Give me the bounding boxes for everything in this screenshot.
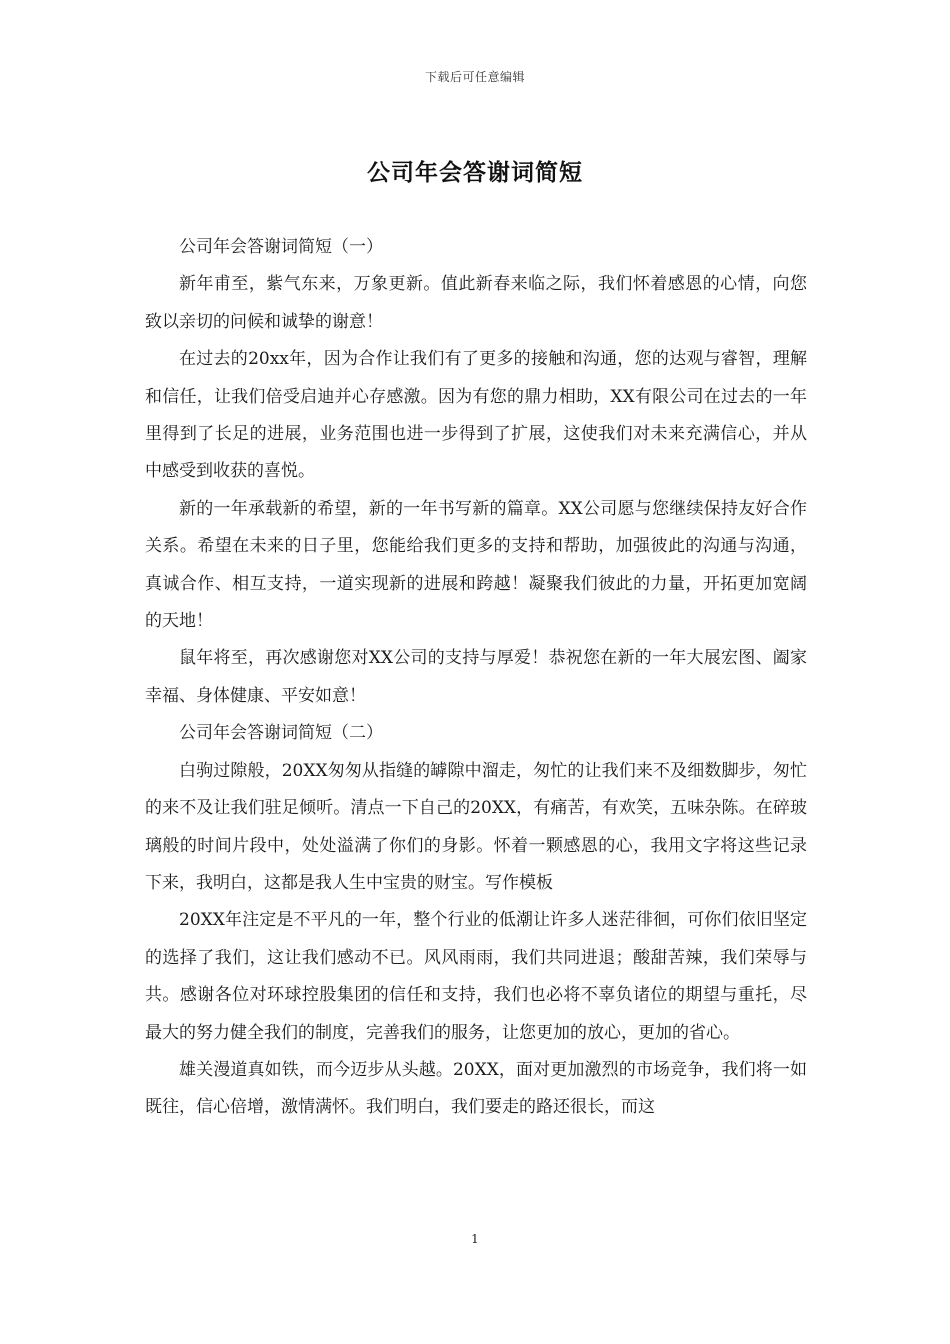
document-title: 公司年会答谢词简短: [367, 159, 583, 186]
paragraph: 在过去的20xx年，因为合作让我们有了更多的接触和沟通，您的达观与睿智，理解和信任，让我们倍受启迪并心存感激。因为有您的鼎力相助，XX有限公司在过去的一年里得到了长足的进展，业务范围也进一步得到了扩展，这使我们对未来充满信心，并从中感受到收获的喜悦。: [145, 349, 807, 482]
paragraph: 雄关漫道真如铁，而今迈步从头越。20XX，面对更加激烈的市场竞争，我们将一如既往，信心倍增，激情满怀。我们明白，我们要走的路还很长，而这: [145, 1059, 807, 1118]
section-heading-2: 公司年会答谢词简短（二）: [179, 723, 383, 744]
paragraph: 新年甫至，紫气东来，万象更新。值此新春来临之际，我们怀着感恩的心情，向您致以亲切的问候和诚挚的谢意！: [145, 274, 807, 332]
section-heading-1: 公司年会答谢词简短（一）: [179, 237, 383, 257]
paragraph: 新的一年承载新的希望，新的一年书写新的篇章。XX公司愿与您继续保持友好合作关系。希望在未来的日子里，您能给我们更多的支持和帮助，加强彼此的沟通与沟通，真诚合作、相互支持，一道实现新的进展和跨越！凝聚我们彼此的力量，开拓更加宽阔的天地！: [145, 498, 807, 632]
page-header: 下载后可任意编辑: [424, 70, 525, 84]
paragraph: 鼠年将至，再次感谢您对XX公司的支持与厚爱！恭祝您在新的一年大展宏图、阖家幸福、身体健康、平安如意！: [145, 648, 807, 706]
paragraph: 白驹过隙般，20XX匆匆从指缝的罅隙中溜走，匆忙的让我们来不及细数脚步，匆忙的来不及让我们驻足倾听。清点一下自己的20XX，有痛苦，有欢笑，五味杂陈。在碎玻璃般的时间片段中，处处溢满了你们的身影。怀着一颗感恩的心，我用文字将这些记录下来，我明白，这都是我人生中宝贵的财宝。写作模板: [145, 760, 807, 893]
page-number: 1: [471, 1232, 479, 1246]
paragraph: 20XX年注定是不平凡的一年，整个行业的低潮让许多人迷茫徘徊，可你们依旧坚定的选择了我们，这让我们感动不已。风风雨雨，我们共同进退；酸甜苦辣，我们荣辱与共。感谢各位对环球控股集团的信任和支持，我们也必将不辜负诸位的期望与重托，尽最大的努力健全我们的制度，完善我们的服务，让您更加的放心，更加的省心。: [145, 910, 807, 1043]
document-body: [145, 229, 807, 1127]
